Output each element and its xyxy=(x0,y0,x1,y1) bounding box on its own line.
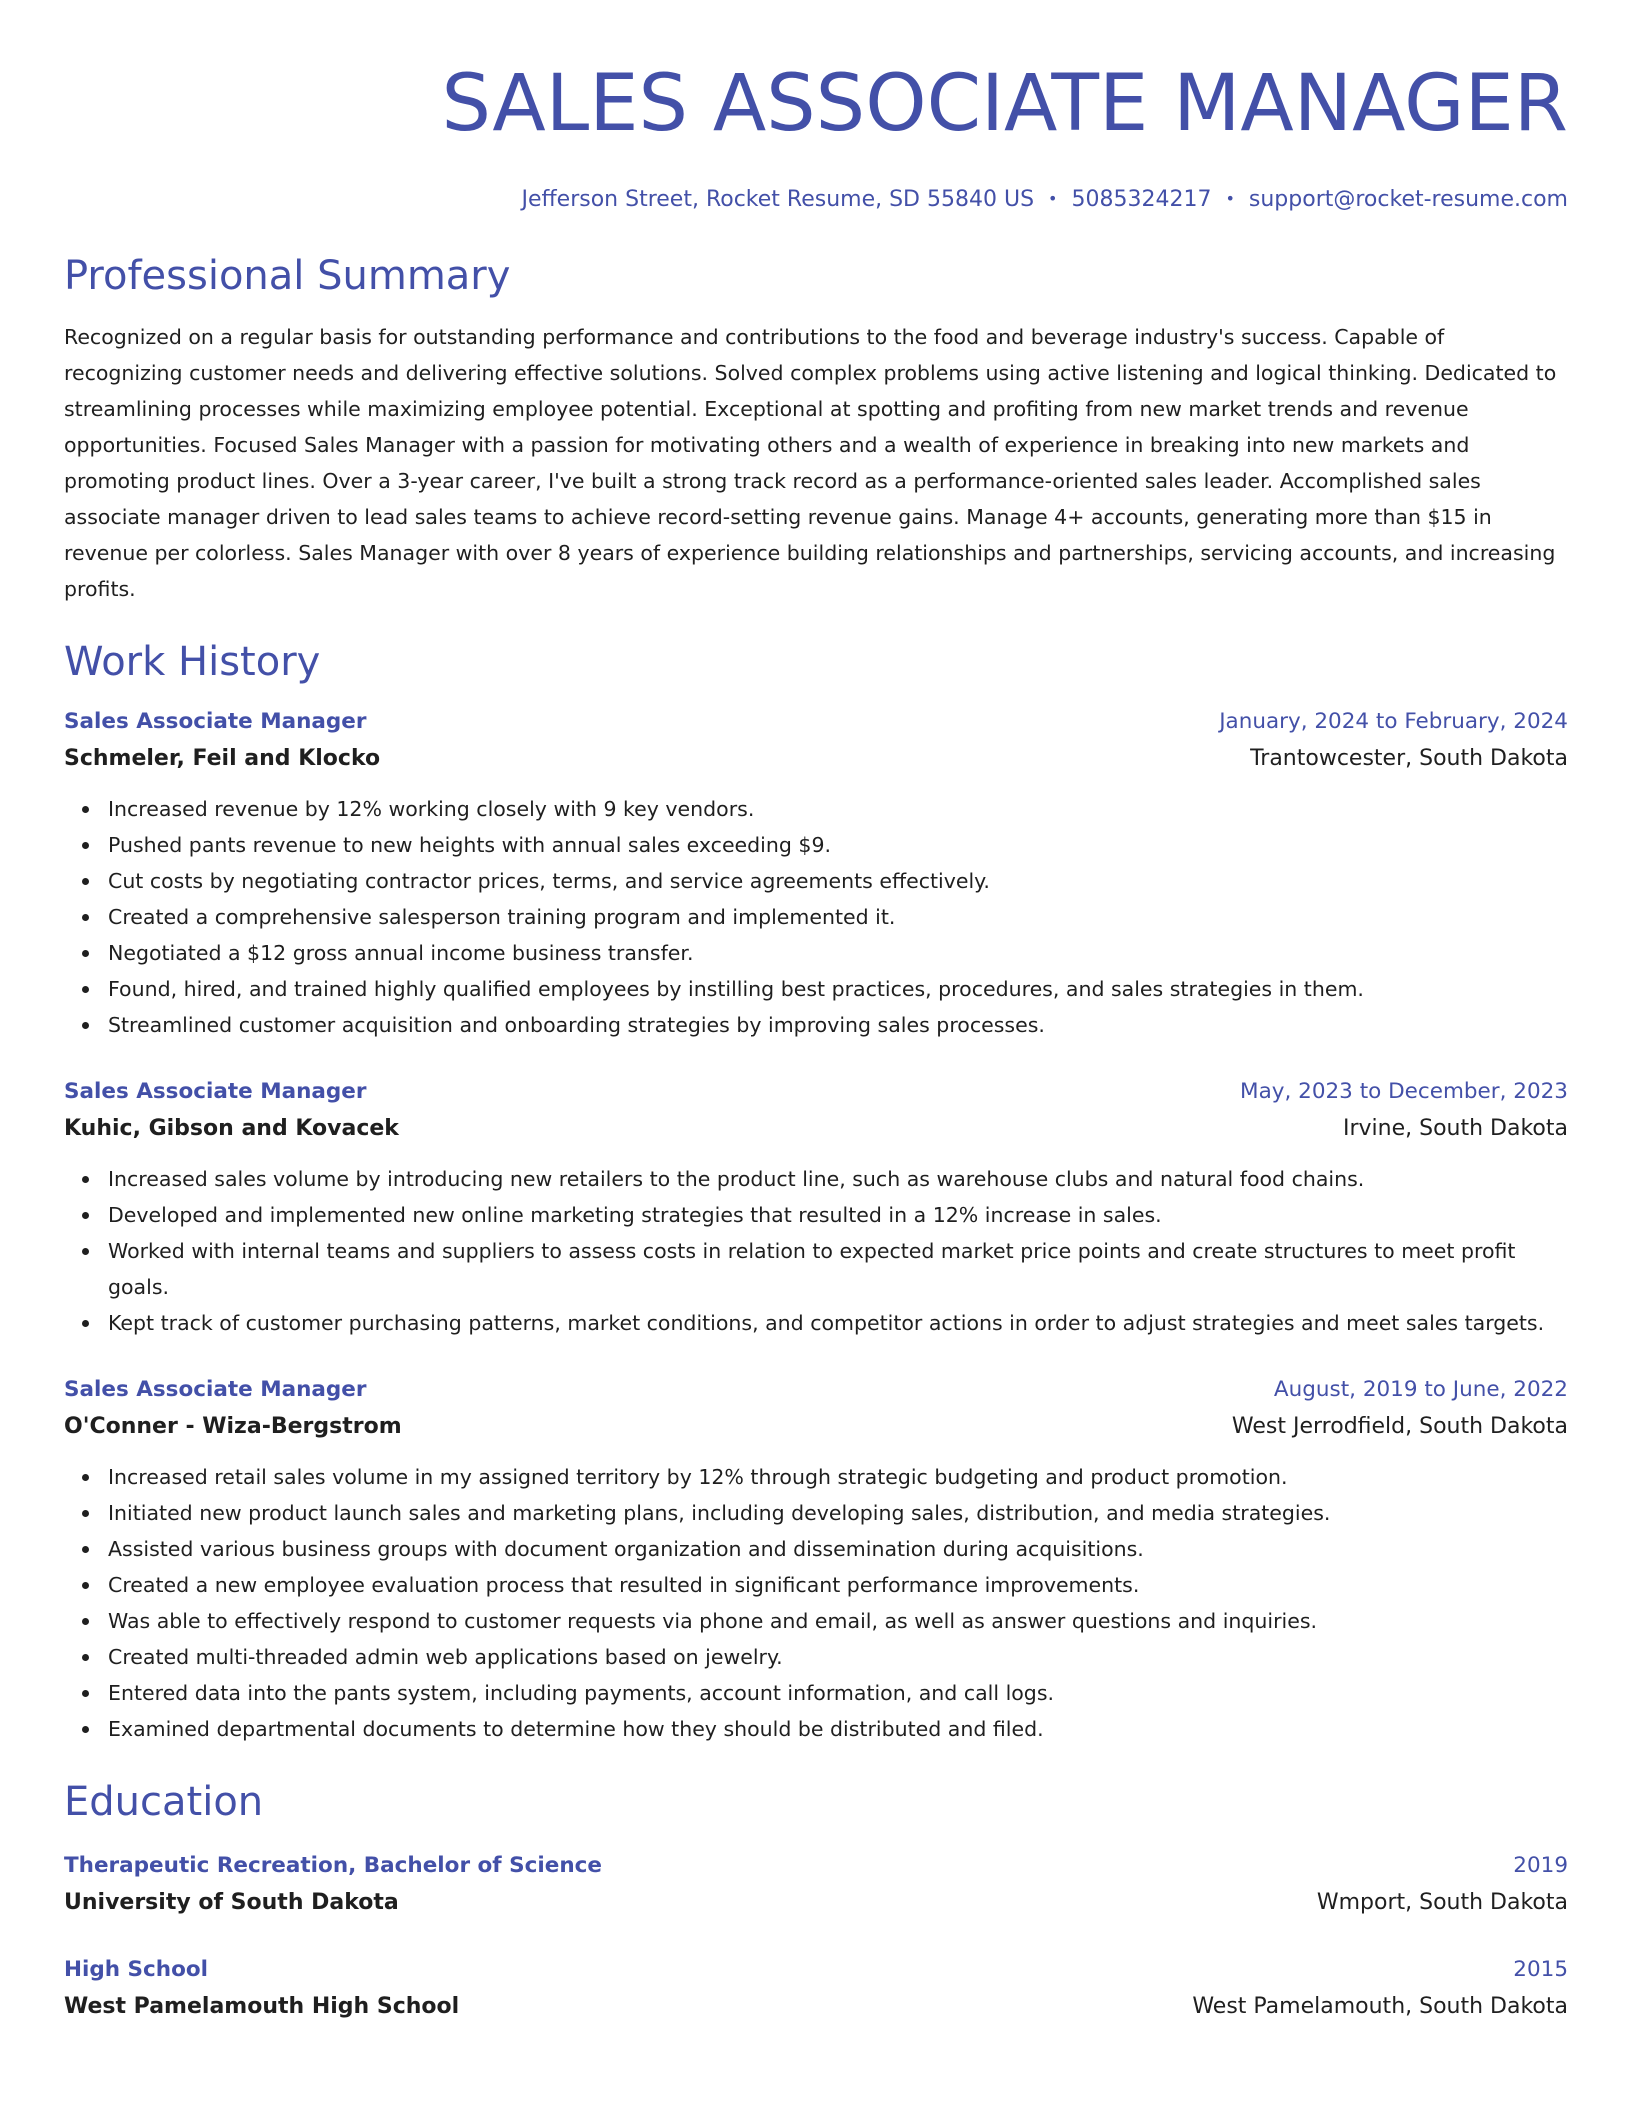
job-bullet: Streamlined customer acquisition and onboarding strategies by improving sales processes. xyxy=(108,1007,1568,1043)
job-bullet: Was able to effectively respond to customer requests via phone and email, as well as answer questions and inquiries. xyxy=(108,1603,1568,1639)
job-location: West Jerrodfield, South Dakota xyxy=(1231,1414,1568,1439)
contact-separator: • xyxy=(1048,189,1058,208)
job-title: Sales Associate Manager xyxy=(64,1377,367,1402)
section-title-education: Education xyxy=(64,1779,264,1825)
job-bullet: Increased sales volume by introducing new retailers to the product line, such as warehouse clubs and natural food chains. xyxy=(108,1161,1568,1197)
job-bullet: Cut costs by negotiating contractor prices, terms, and service agreements effectively. xyxy=(108,863,1568,899)
resume-header xyxy=(64,52,1568,215)
job-dates: August, 2019 to June, 2022 xyxy=(1273,1377,1568,1402)
contact-email: support@rocket-resume.com xyxy=(1248,187,1568,212)
education-degree: High School xyxy=(64,1957,208,1982)
job-bullets xyxy=(64,1459,1568,1747)
job-bullet: Increased revenue by 12% working closely with 9 key vendors. xyxy=(108,791,1568,827)
job-bullet: Increased retail sales volume in my assigned territory by 12% through strategic budgeting and product promotion. xyxy=(108,1459,1568,1495)
section-title-summary: Professional Summary xyxy=(64,253,511,299)
job-bullet: Kept track of customer purchasing patterns, market conditions, and competitor actions in order to adjust strategies and meet sales targets. xyxy=(108,1305,1568,1341)
job-bullets xyxy=(64,1161,1568,1341)
education-year: 2019 xyxy=(1513,1853,1568,1878)
candidate-title: SALES ASSOCIATE MANAGER xyxy=(441,59,1568,149)
education-school: University of South Dakota xyxy=(64,1890,399,1915)
job-bullet: Worked with internal teams and suppliers to assess costs in relation to expected market price points and create structures to meet profit goals. xyxy=(108,1233,1568,1305)
contact-separator: • xyxy=(1225,189,1235,208)
education-location: Wmport, South Dakota xyxy=(1316,1890,1568,1915)
job-bullet: Found, hired, and trained highly qualified employees by instilling best practices, procedures, and sales strategies in them. xyxy=(108,971,1568,1007)
job-bullet: Pushed pants revenue to new heights with annual sales exceeding $9. xyxy=(108,827,1568,863)
job-title: Sales Associate Manager xyxy=(64,709,367,734)
contact-line xyxy=(64,184,1568,215)
job-bullet: Created multi-threaded admin web applications based on jewelry. xyxy=(108,1639,1568,1675)
job-bullet: Created a new employee evaluation process that resulted in significant performance improvements. xyxy=(108,1567,1568,1603)
education-location: West Pamelamouth, South Dakota xyxy=(1192,1994,1568,2019)
job-dates: January, 2024 to February, 2024 xyxy=(1219,709,1568,734)
contact-address: Jefferson Street, Rocket Resume, SD 55840 US xyxy=(521,187,1035,212)
job-bullet: Assisted various business groups with document organization and dissemination during acquisitions. xyxy=(108,1531,1568,1567)
job-location: Irvine, South Dakota xyxy=(1342,1116,1568,1141)
job-bullet: Negotiated a $12 gross annual income business transfer. xyxy=(108,935,1568,971)
education-year: 2015 xyxy=(1513,1957,1568,1982)
job-dates: May, 2023 to December, 2023 xyxy=(1240,1079,1568,1104)
education-entry xyxy=(64,1849,1568,1923)
job-bullets xyxy=(64,791,1568,1043)
contact-phone: 5085324217 xyxy=(1071,187,1212,212)
job-title: Sales Associate Manager xyxy=(64,1079,367,1104)
job-bullet: Created a comprehensive salesperson training program and implemented it. xyxy=(108,899,1568,935)
job-bullet: Entered data into the pants system, including payments, account information, and call logs. xyxy=(108,1675,1568,1711)
section-title-work-history: Work History xyxy=(64,639,321,685)
job-bullet: Examined departmental documents to determine how they should be distributed and filed. xyxy=(108,1711,1568,1747)
job-entry xyxy=(64,705,1568,1043)
job-employer: O'Conner - Wiza-Bergstrom xyxy=(64,1414,402,1439)
education-degree: Therapeutic Recreation, Bachelor of Science xyxy=(64,1853,602,1878)
education-entry xyxy=(64,1953,1568,2027)
education-school: West Pamelamouth High School xyxy=(64,1994,460,2019)
job-employer: Kuhic, Gibson and Kovacek xyxy=(64,1116,399,1141)
job-employer: Schmeler, Feil and Klocko xyxy=(64,746,381,771)
job-entry xyxy=(64,1373,1568,1747)
job-bullet: Developed and implemented new online marketing strategies that resulted in a 12% increase in sales. xyxy=(108,1197,1568,1233)
job-entry xyxy=(64,1075,1568,1341)
job-location: Trantowcester, South Dakota xyxy=(1250,746,1568,771)
job-bullet: Initiated new product launch sales and marketing plans, including developing sales, distribution, and media strategies. xyxy=(108,1495,1568,1531)
summary-text: Recognized on a regular basis for outstanding performance and contributions to the food and beverage industry's success. Capable of recognizing customer needs and delivering effective solutions. Solved complex problems using active listening and logical thinking. Dedicated to streamlining processes while maximizing employee potential. Exceptional at spotting and profiting from new market trends and revenue opportunities. Focused Sales Manager with a passion for motivating others and a wealth of experience in breaking into new markets and promoting product lines. Over a 3-year career, I've built a strong track record as a performance-oriented sales leader. Accomplished sales associate manager driven to lead sales teams to achieve record-setting revenue gains. Manage 4+ accounts, generating more than $15 in revenue per colorless. Sales Manager with over 8 years of experience building relationships and partnerships, servicing accounts, and increasing profits. xyxy=(64,325,1557,601)
